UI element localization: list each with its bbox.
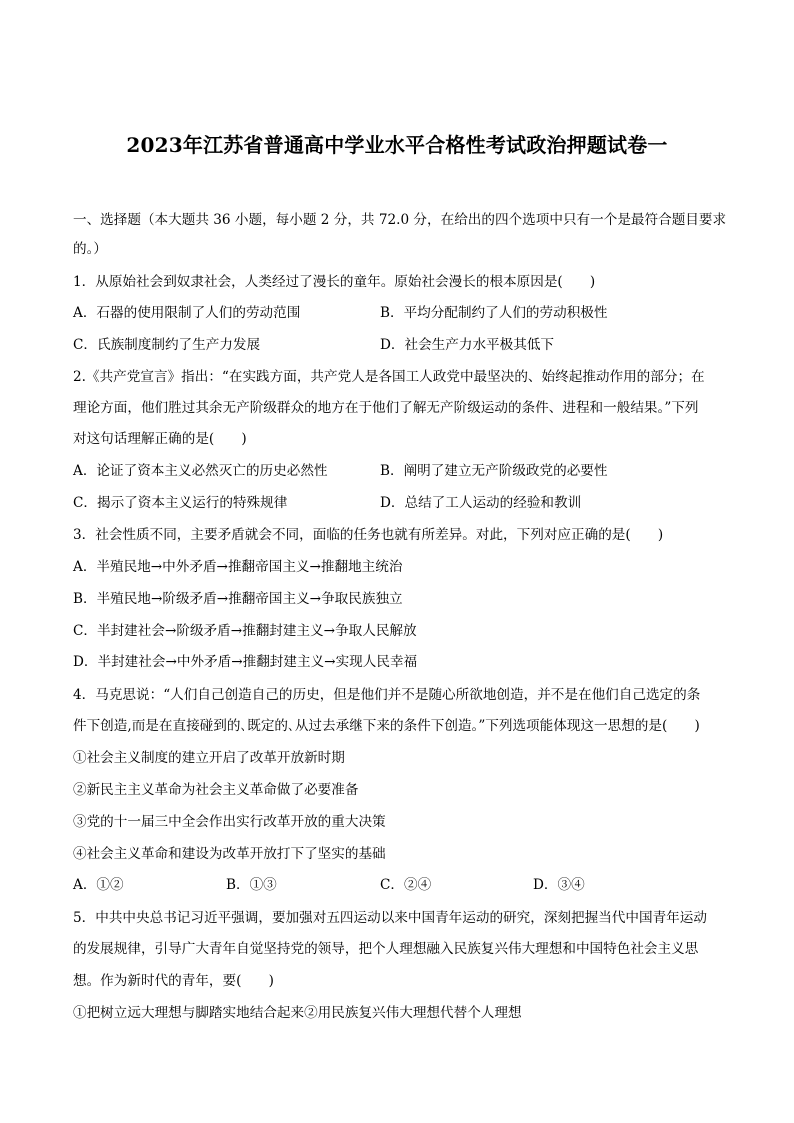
q3-option-b: B．半殖民地→阶级矛盾→推翻帝国主义→争取民族独立 [73, 591, 403, 607]
q2-stem-line2: 理论方面，他们胜过其余无产阶级群众的地方在于他们了解无产阶级运动的条件、进程和一般结果。”下列 [73, 400, 699, 416]
q4-option-b: B．①③ [226, 877, 277, 893]
q2-option-d: D．总结了工人运动的经验和教训 [380, 495, 582, 511]
q1-option-c: C．氏族制度制约了生产力发展 [73, 337, 261, 353]
section-heading-line1: 一、选择题（本大题共 36 小题，每小题 2 分，共 72.0 分，在给出的四个选项中只有一个是最符合题目要求 [73, 212, 727, 228]
q3-stem: 3．社会性质不同，主要矛盾就会不同，面临的任务也就有所差异。对此，下列对应正确的是( ) [73, 527, 664, 543]
q4-option-c: C．②④ [380, 877, 432, 893]
page-title: 2023年江苏省普通高中学业水平合格性考试政治押题试卷一 [126, 133, 668, 157]
q3-option-d: D．半封建社会→中外矛盾→推翻封建主义→实现人民幸福 [73, 654, 418, 670]
q4-statement-3: ③党的十一届三中全会作出实行改革开放的重大决策 [73, 814, 386, 830]
section-heading-line2: 的。） [73, 241, 107, 257]
q4-statement-2: ②新民主主义革命为社会主义革命做了必要准备 [73, 782, 359, 798]
q5-stem-line3: 想。作为新时代的青年，要( ) [73, 973, 274, 989]
q1-option-b: B．平均分配制约了人们的劳动积极性 [380, 305, 608, 321]
q2-stem-line1: 2.《共产党宣言》指出：“在实践方面，共产党人是各国工人政党中最坚决的、始终起推动作用的部分；在 [73, 369, 705, 385]
q4-statement-1: ①社会主义制度的建立开启了改革开放新时期 [73, 750, 345, 766]
q2-option-a: A．论证了资本主义必然灭亡的历史必然性 [73, 463, 328, 479]
q4-stem-line2: 件下创造,而是在直接碰到的､既定的､从过去承继下来的条件下创造。”下列选项能体现这一思想的是( ) [73, 718, 700, 734]
q5-stem-line2: 的发展规律，引导广大青年自觉坚持党的领导，把个人理想融入民族复兴伟大理想和中国特色社会主义思 [73, 941, 699, 957]
q5-statements-1-2: ①把树立远大理想与脚踏实地结合起来②用民族复兴伟大理想代替个人理想 [73, 1005, 522, 1021]
q2-option-b: B．阐明了建立无产阶级政党的必要性 [380, 463, 608, 479]
q2-option-c: C．揭示了资本主义运行的特殊规律 [73, 495, 288, 511]
q3-option-c: C．半封建社会→阶级矛盾→推翻封建主义→争取人民解放 [73, 623, 417, 639]
q5-stem-line1: 5．中共中央总书记习近平强调，要加强对五四运动以来中国青年运动的研究，深刻把握当代中国青年运动 [73, 910, 707, 926]
q4-statement-4: ④社会主义革命和建设为改革开放打下了坚实的基础 [73, 846, 386, 862]
q1-option-d: D．社会生产力水平极其低下 [380, 337, 555, 353]
q2-stem-line3: 对这句话理解正确的是( ) [73, 431, 247, 447]
q4-option-d: D．③④ [533, 877, 585, 893]
q1-stem: 1．从原始社会到奴隶社会，人类经过了漫长的童年。原始社会漫长的根本原因是( ) [73, 274, 596, 290]
q1-option-a: A．石器的使用限制了人们的劳动范围 [73, 305, 301, 321]
q4-stem-line1: 4．马克思说：“人们自己创造自己的历史，但是他们并不是随心所欲地创造，并不是在他们自己选定的条 [73, 687, 701, 703]
q4-option-a: A．①② [73, 877, 124, 893]
q3-option-a: A．半殖民地→中外矛盾→推翻帝国主义→推翻地主统治 [73, 559, 403, 575]
